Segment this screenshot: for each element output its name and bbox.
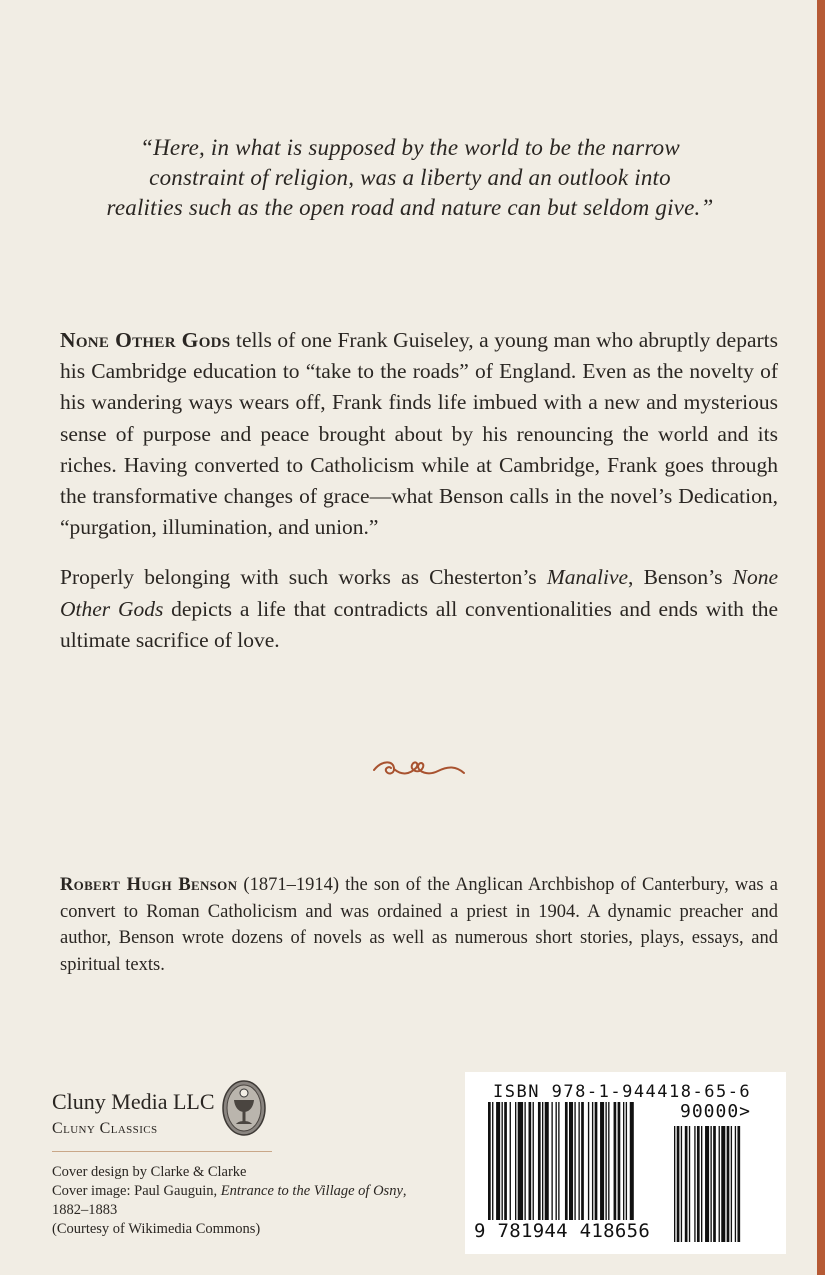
addon-barcode-bar: [727, 1126, 730, 1242]
credit-text: Cover image: Paul Gauguin,: [52, 1183, 221, 1199]
author-name: Robert Hugh Benson: [60, 875, 238, 895]
description-paragraph-1: [60, 325, 778, 543]
addon-barcode-bar: [721, 1126, 725, 1242]
barcode-digits: 9 781944 418656: [474, 1220, 651, 1242]
addon-barcode-bar: [701, 1126, 702, 1242]
addon-barcode-bar: [710, 1126, 711, 1242]
addon-barcode-bar: [689, 1126, 690, 1242]
addon-barcode-bar: [705, 1126, 709, 1242]
description-paragraph-2: [60, 562, 778, 656]
painting-date: 1882–1883: [52, 1202, 118, 1218]
cover-design-credit: Cover design by Clarke & Clarke: [52, 1164, 247, 1180]
cover-image-credit: [52, 1182, 412, 1201]
addon-barcode-bar: [735, 1126, 736, 1242]
cover-credits: [52, 1163, 412, 1239]
addon-barcode-bar: [719, 1126, 720, 1242]
quote-line: constraint of religion, was a liberty and an outlook into: [149, 165, 671, 190]
book-title: None Other Gods: [60, 328, 231, 352]
work-title-manalive: Manalive: [546, 565, 629, 590]
quote-line: realities such as the open road and nature can but seldom give.”: [106, 195, 714, 220]
addon-barcode-bar: [674, 1126, 675, 1242]
description-text: depicts a life that contradicts all conventionalities and ends with the ultimate sacrifice of love.: [60, 596, 778, 652]
addon-barcode-bar: [697, 1126, 700, 1242]
author-bio-text: (1871–1914) the son of the Anglican Archbishop of Canterbury, was a convert to Roman Catholicism and was ordained a priest in 1904. A dynamic preacher and author, Benson wrote dozens of novels as well as numerous short stories, plays, essays, and spiritual texts.: [60, 875, 778, 975]
flourish-ornament-icon: [372, 756, 466, 782]
publisher-name: Cluny Media LLC: [52, 1089, 215, 1114]
painting-title: Entrance to the Village of Osny: [220, 1183, 403, 1199]
addon-barcode-bar: [677, 1126, 680, 1242]
addon-barcode-bar: [685, 1126, 688, 1242]
series-name: Cluny Classics: [52, 1120, 158, 1137]
divider-rule: [52, 1151, 272, 1152]
quote-line: “Here, in what is supposed by the world to be the narrow: [140, 135, 680, 160]
description-text: tells of one Frank Guiseley, a young man who abruptly departs his Cambridge education to “take to the roads” of England. Even as the novelty of his wandering ways wears off, Frank finds life imbued with a new and mysterious sense of purpose and peace brought about by his renouncing the world and its riches. Having converted to Catholicism while at Cambridge, Frank goes through the transformative changes of grace—what Benson calls in the novel’s Dedication, “purgation, illumination, and union.”: [60, 328, 778, 540]
addon-barcode-bar: [713, 1126, 716, 1242]
author-bio: [60, 872, 778, 978]
publisher-block: [52, 1088, 215, 1140]
addon-barcode-bar: [731, 1126, 732, 1242]
addon-barcode-bar: [737, 1126, 740, 1242]
spine-edge: [817, 0, 825, 1275]
credit-text: ,: [402, 1183, 407, 1199]
author-bio-paragraph: [60, 872, 778, 978]
description-text: Properly belonging with such works as Chesterton’s: [60, 565, 547, 590]
book-description: [60, 325, 778, 656]
courtesy-credit: (Courtesy of Wikimedia Commons): [52, 1221, 261, 1237]
isbn-label: ISBN 978-1-944418-65-6: [493, 1082, 752, 1102]
chalice-seal-icon: [222, 1080, 266, 1136]
price-code: 90000>: [680, 1101, 752, 1122]
addon-barcode-bar: [694, 1126, 695, 1242]
work-title-none-other-gods: None Other Gods: [60, 565, 779, 621]
addon-barcode-bar: [681, 1126, 682, 1242]
description-text: , Benson’s: [628, 565, 733, 590]
pull-quote: [60, 133, 760, 223]
